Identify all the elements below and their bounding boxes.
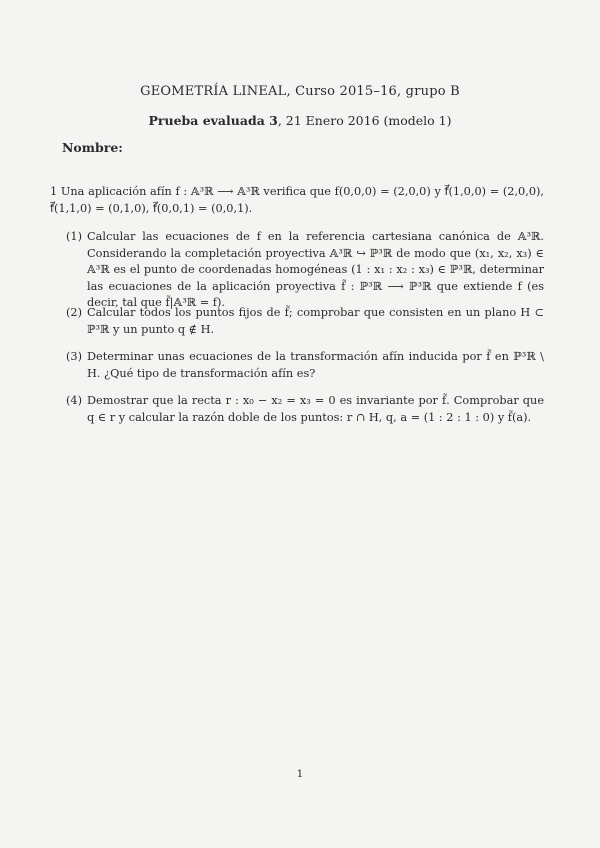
item-label: (2) [66,306,83,319]
item-4 [66,393,544,426]
course-details: Curso 2015–16, grupo B [290,84,460,99]
test-name: Prueba evaluada 3 [148,113,278,128]
course-name: GEOMETRÍA LINEAL, [140,84,291,99]
item-text: Calcular todos los puntos fijos de f̃; comprobar que consisten en un plano H ⊂ ℙ³ℝ y un punto q ∉ H. [87,306,544,336]
exam-subtitle [0,113,600,128]
item-text: Demostrar que la recta r : x₀ − x₂ = x₃ = 0 es invariante por f̃. Comprobar que q ∈ r y calcular la razón doble de los puntos: r ∩ H, q, a = (1 : 2 : 1 : 0) y f̃(a). [87,394,544,424]
student-name-label: Nombre: [62,140,123,155]
exam-title [0,84,600,99]
item-label: (3) [66,350,83,363]
page-number: 1 [296,768,304,780]
item-2 [66,305,544,338]
item-label: (4) [66,394,83,407]
item-text: Determinar unas ecuaciones de la transformación afín inducida por f̃ en ℙ³ℝ \ H. ¿Qué tipo de transformación afín es? [87,350,544,380]
item-1 [66,229,544,312]
item-label: (1) [66,230,83,243]
item-text: Calcular las ecuaciones de f en la referencia cartesiana canónica de 𝔸³ℝ. Considerando la completación proyectiva 𝔸³ℝ ↪ ℙ³ℝ de modo que (x₁, x₂, x₃) ∈ 𝔸³ℝ es el punto de coordenadas homogéneas (1 : x₁ : x₂ : x₃) ∈ ℙ³ℝ, determinar las ecuaciones de la aplicación proyectiva f̃ : ℙ³ℝ ⟶ ℙ³ℝ que extiende f (es decir, tal que f̃|𝔸³ℝ = f). [87,230,544,309]
problem-statement [50,183,544,217]
item-3 [66,349,544,382]
problem-text: Una aplicación afín f : 𝔸³ℝ ⟶ 𝔸³ℝ verifica que f(0,0,0) = (2,0,0) y f⃗(1,0,0) = (2,0,0), f⃗(1,1,0) = (0,1,0), f⃗(0,0,1) = (0,0,1). [50,185,545,215]
problem-number: 1 [50,185,58,198]
test-date: , 21 Enero 2016 (modelo 1) [277,113,452,128]
